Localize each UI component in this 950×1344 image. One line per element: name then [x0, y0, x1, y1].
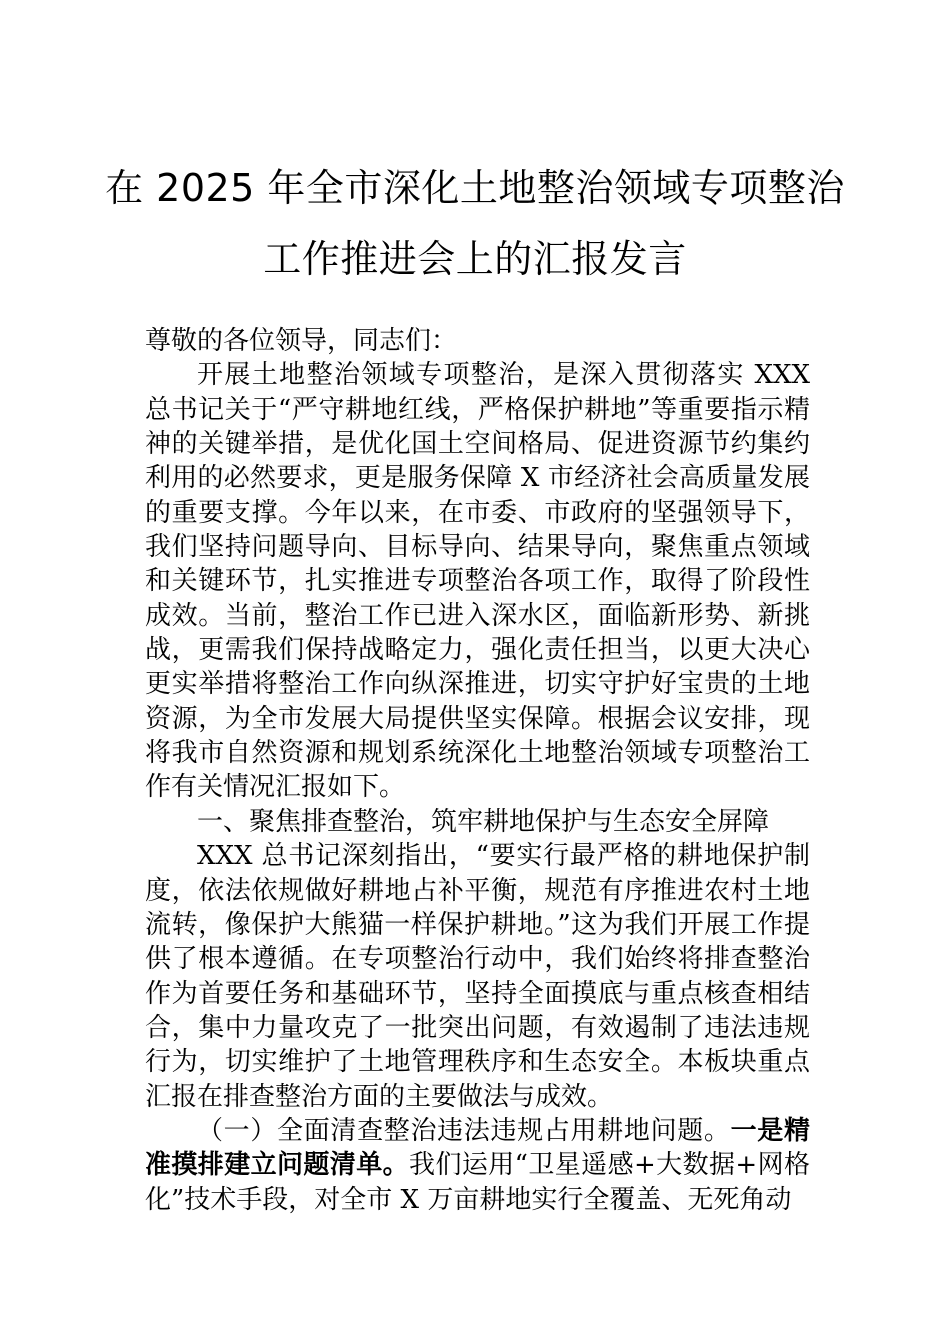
document-title-line-1: 在 2025 年全市深化土地整治领域专项整治	[105, 166, 845, 210]
subsection-1-bold-lead: 一是精准摸排建立问题清单。	[145, 1115, 810, 1181]
salutation: 尊敬的各位领导，同志们：	[145, 326, 458, 356]
section-1-heading: 一、聚焦排查整治，筑牢耕地保护与生态安全屏障	[197, 806, 770, 837]
document-body	[145, 324, 810, 1217]
intro-paragraph: 开展土地整治领域专项整治，是深入贯彻落实 XXX 总书记关于“严守耕地红线，严格保护耕地”等重要指示精神的关键举措，是优化国土空间格局、促进资源节约集约利用的必然要求，更是服务保障 X 市经济社会高质量发展的重要支撑。今年以来，在市委、市政府的坚强领导下，我们坚持问题导向、目标导向、结果导向，聚焦重点领域和关键环节，扎实推进专项整治各项工作，取得了阶段性成效。当前，整治工作已进入深水区，面临新形势、新挑战，更需我们保持战略定力，强化责任担当，以更大决心更实举措将整治工作向纵深推进，切实守护好宝贵的土地资源，为全市发展大局提供坚实保障。根据会议安排，现将我市自然资源和规划系统深化土地整治领域专项整治工作有关情况汇报如下。	[145, 360, 810, 803]
subsection-1-heading: （一）全面清查整治违法违规占用耕地问题。	[197, 1115, 731, 1146]
section-1-paragraph: XXX 总书记深刻指出，“要实行最严格的耕地保护制度，依法依规做好耕地占补平衡，规范有序推进农村土地流转，像保护大熊猫一样保护耕地。”这为我们开展工作提供了根本遵循。在专项整治行动中，我们始终将排查整治作为首要任务和基础环节，坚持全面摸底与重点核查相结合，集中力量攻克了一批突出问题，有效遏制了违法违规行为，切实维护了土地管理秩序和生态安全。本板块重点汇报在排查整治方面的主要做法与成效。	[145, 841, 810, 1112]
document-title-line-2: 工作推进会上的汇报发言	[263, 237, 687, 281]
subsection-1-text: 我们运用“卫星遥感+大数据+网格化”技术手段，对全市 X 万亩耕地实行全覆盖、无死角动	[145, 1150, 810, 1215]
subsection-1-paragraph	[145, 1114, 810, 1217]
